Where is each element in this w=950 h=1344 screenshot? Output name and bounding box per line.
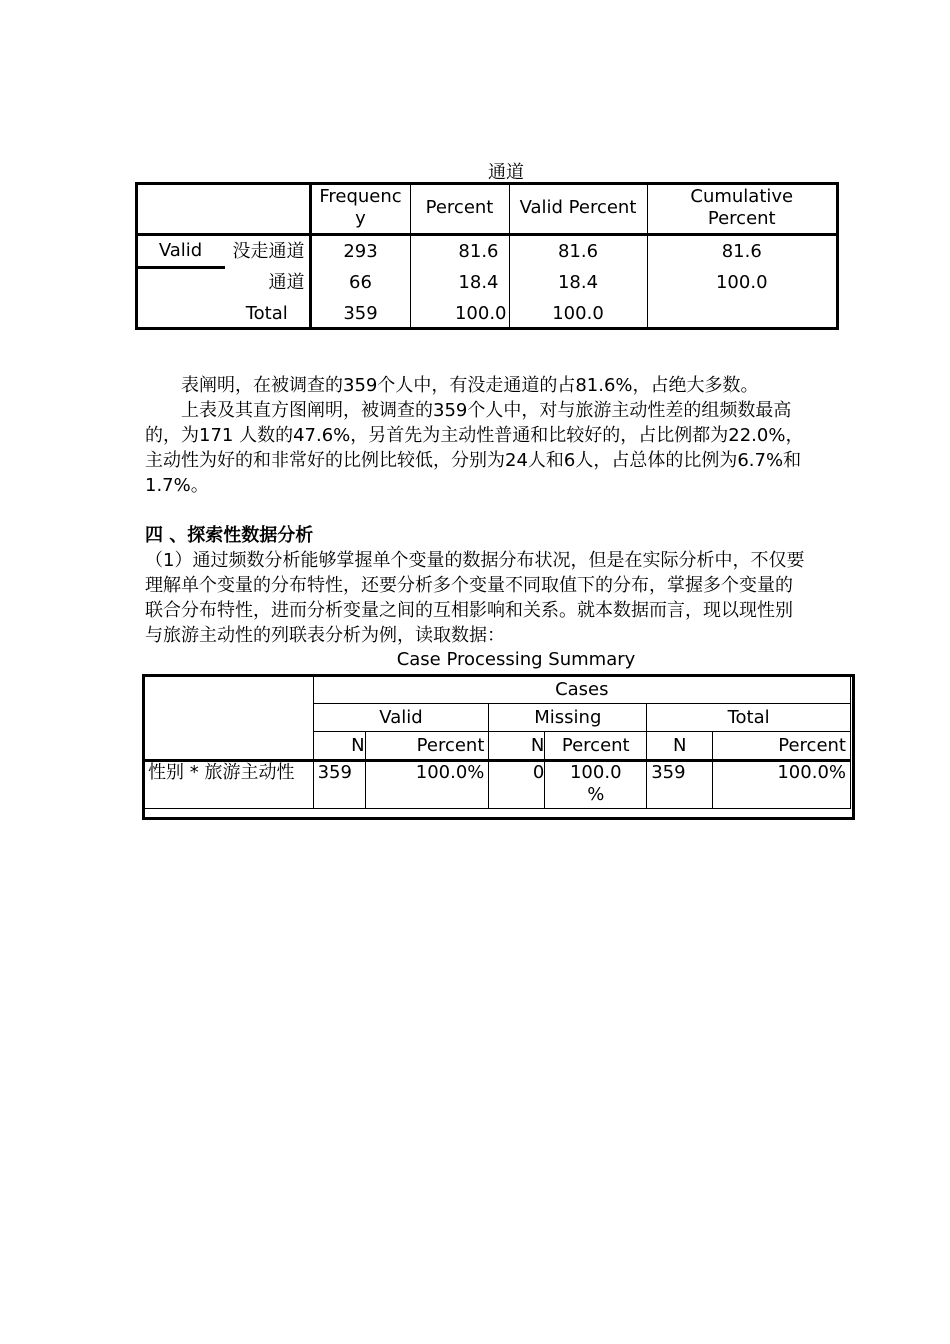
table1-corner-cell: [136, 183, 310, 235]
group-header-valid: Valid: [313, 704, 489, 732]
table-row: [136, 268, 836, 300]
case-processing-table: [143, 675, 851, 809]
percent-cell: 18.4: [410, 268, 509, 300]
row-group-spacer: [136, 299, 225, 329]
cumulative-cell: 81.6: [647, 235, 836, 268]
table-row: [144, 761, 851, 809]
group-header-total: Total: [647, 704, 851, 732]
total-n-cell: 359: [647, 761, 713, 809]
col-header-valid-percent: Valid Percent: [509, 183, 647, 235]
sub-header-n: N: [647, 732, 713, 761]
missing-percent-cell: 100.0 %: [545, 761, 647, 809]
frequency-cell: 66: [310, 268, 410, 300]
cumulative-cell: 100.0: [647, 268, 836, 300]
row-group-spacer: [136, 268, 225, 300]
sub-header-percent: Percent: [545, 732, 647, 761]
table-row: [136, 235, 836, 268]
sub-header-n: N: [313, 732, 365, 761]
table2-caption: Case Processing Summary: [396, 649, 636, 670]
total-percent-cell: 100.0%: [713, 761, 851, 809]
valid-percent-cell: 100.0%: [365, 761, 489, 809]
cumulative-cell: [647, 299, 836, 329]
percent-cell: 81.6: [410, 235, 509, 268]
table1-caption: 通道: [488, 162, 524, 183]
col-header-percent: Percent: [410, 183, 509, 235]
frequency-cell: 359: [310, 299, 410, 329]
group-header-missing: Missing: [489, 704, 647, 732]
paragraph-2: 上表及其直方图阐明，被调查的359个人中，对与旅游主动性差的组频数最高的，为171 人数的47.6%，另首先为主动性普通和比较好的，占比例都为22.0%，主动性为好的和非常好的比例比较低，分别为24人和6人，占总体的比例为6.7%和1.7%。: [145, 400, 804, 496]
paragraph-1: 表阐明，在被调查的359个人中，有没走通道的占81.6%，占绝大多数。: [181, 375, 759, 396]
frequency-cell: 293: [310, 235, 410, 268]
col-header-cumulative-percent: Cumulative Percent: [647, 183, 836, 235]
sub-header-percent: Percent: [365, 732, 489, 761]
sub-header-n: N: [489, 732, 545, 761]
sub-header-percent: Percent: [713, 732, 851, 761]
col-header-frequency: Frequenc y: [310, 183, 410, 235]
frequency-table: [136, 183, 836, 329]
valid-percent-cell: 100.0: [509, 299, 647, 329]
section-heading: 四 、探索性数据分析: [145, 525, 314, 546]
valid-percent-cell: 18.4: [509, 268, 647, 300]
missing-n-cell: 0: [489, 761, 545, 809]
table2-header-row: [144, 676, 851, 704]
valid-percent-cell: 81.6: [509, 235, 647, 268]
row-label: 通道: [268, 272, 305, 294]
row-group-label: Valid: [136, 235, 225, 268]
valid-n-cell: 359: [313, 761, 365, 809]
cases-header: Cases: [313, 676, 850, 704]
table-row: [136, 299, 836, 329]
row-label: 没走通道: [232, 240, 305, 262]
percent-cell: 100.0: [410, 299, 509, 329]
table2-corner-cell: [144, 676, 314, 761]
row-label: Total: [245, 303, 288, 324]
table1-header-row: [136, 183, 836, 235]
paragraph-3: （1）通过频数分析能够掌握单个变量的数据分布状况，但是在实际分析中，不仅要理解单个变量的分布特性，还要分析多个变量不同取值下的分布，掌握多个变量的联合分布特性，进而分析变量之间的互相影响和关系。就本数据而言，现以现性别与旅游主动性的列联表分析为例，读取数据：: [145, 550, 805, 646]
row-label: 性别 * 旅游主动性: [144, 761, 314, 809]
